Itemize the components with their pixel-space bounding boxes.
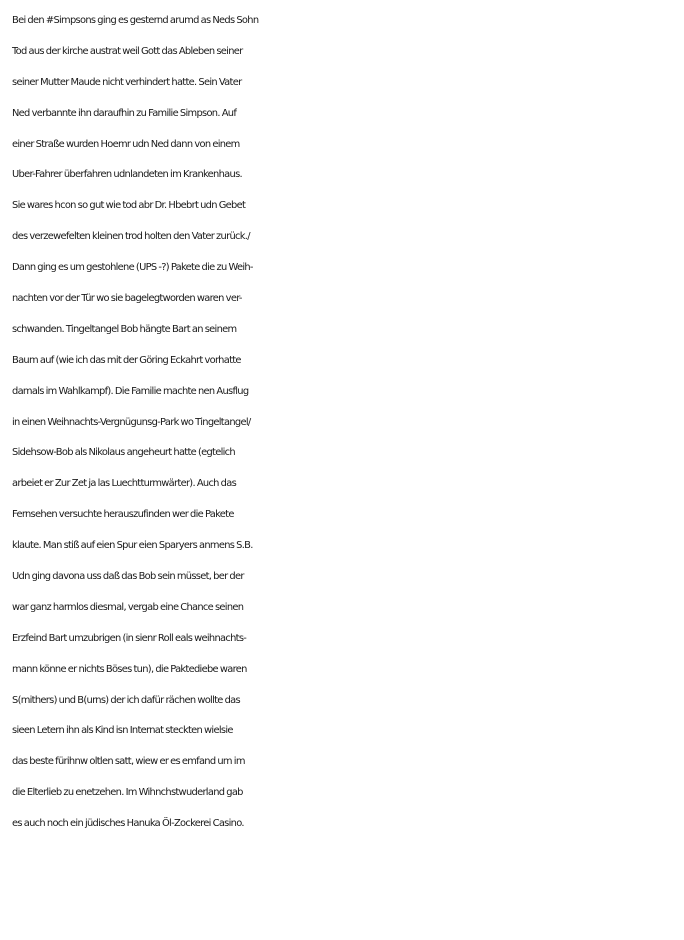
- text-line: nachten vor der Tür wo sie bagelegtworden waren ver-: [12, 293, 242, 305]
- text-line: Tod aus der kirche austrat weil Gott das Ableben seiner: [12, 45, 243, 57]
- text-line: die Elterlieb zu enetzehen. Im Wihnchstwuderland gab: [12, 787, 243, 799]
- text-line: damals im Wahlkampf). Die Familie machte nen Ausflug: [12, 385, 249, 397]
- text-line: Uber-Fahrer überfahren udnlandeten im Krankenhaus.: [12, 169, 242, 181]
- text-line: Ned verbannte ihn daraufhin zu Familie Simpson. Auf: [12, 107, 237, 119]
- text-line: Udn ging davona uss daß das Bob sein müsset, ber der: [12, 571, 244, 583]
- text-line: Sie wares hcon so gut wie tod abr Dr. Hbebrt udn Gebet: [12, 200, 246, 212]
- text-line: Dann ging es um gestohlene (UPS -?) Pakete die zu Weih-: [12, 262, 253, 274]
- document-text: [12, 6, 680, 840]
- text-line: Erzfeind Bart umzubrigen (in sienr Roll eals weihnachts-: [12, 632, 247, 644]
- text-line: Bei den #Simpsons ging es gesternd arumd as Neds Sohn: [12, 15, 259, 26]
- text-line: S(mithers) und B(urns) der ich dafür rächen wollte das: [12, 694, 240, 706]
- text-line: das beste fürihnw oltlen satt, wiew er es emfand um im: [12, 756, 245, 768]
- text-line: es auch noch ein jüdisches Hanuka Öl-Zockerei Casino.: [12, 818, 244, 830]
- text-line: klaute. Man stiß auf eien Spur eien Sparyers anmens S.B.: [12, 540, 253, 552]
- text-line: des verzewefelten kleinen trod holten den Vater zurück./: [12, 231, 250, 243]
- text-line: mann könne er nichts Böses tun), die Paktediebe waren: [12, 663, 247, 675]
- text-line: Baum auf (wie ich das mit der Göring Eckahrt vorhatte: [12, 354, 241, 366]
- text-line: schwanden. Tingeltangel Bob hängte Bart an seinem: [12, 323, 237, 335]
- text-line: Sidehsow-Bob als Nikolaus angeheurt hatte (egtelich: [12, 447, 235, 459]
- text-line: einer Straße wurden Hoemr udn Ned dann von einem: [12, 138, 240, 150]
- text-line: arbeiet er Zur Zet ja las Luechtturmwärter). Auch das: [12, 478, 237, 490]
- text-line: sieen Letern ihn als Kind isn Internat steckten wielsie: [12, 725, 233, 737]
- text-line: war ganz harmlos diesmal, vergab eine Chance seinen: [12, 601, 244, 613]
- text-line: in einen Weihnachts-Vergnügunsg-Park wo Tingeltangel/: [12, 416, 251, 428]
- text-line: Fernsehen versuchte herauszufinden wer die Pakete: [12, 509, 234, 521]
- text-line: seiner Mutter Maude nicht verhindert hatte. Sein Vater: [12, 76, 242, 88]
